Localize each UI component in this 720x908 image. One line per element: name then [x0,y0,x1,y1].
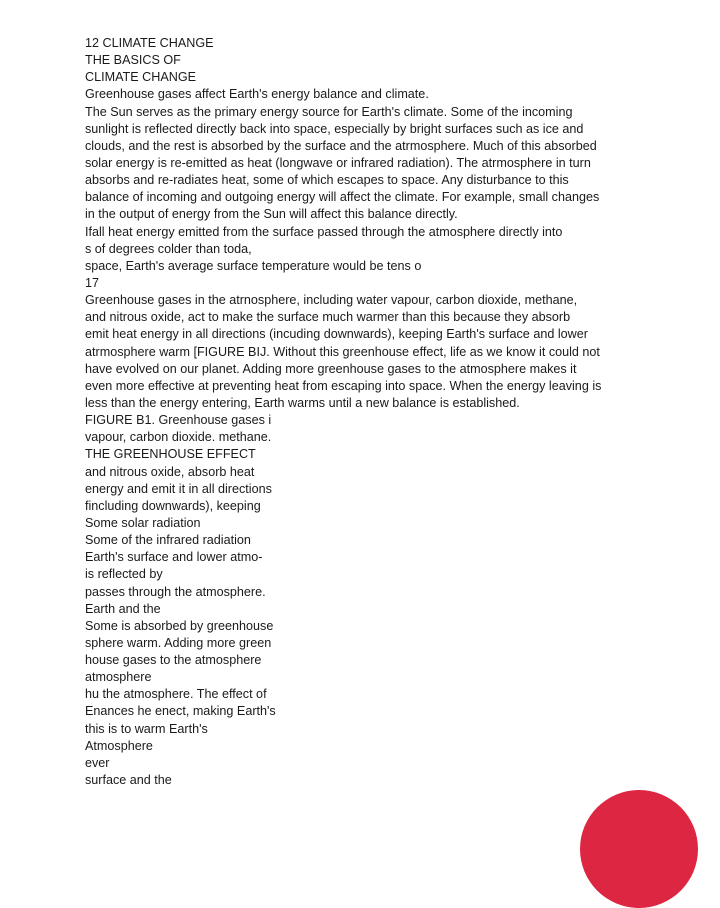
text-line: The Sun serves as the primary energy source for Earth's climate. Some of the incoming [85,104,573,119]
text-line: passes through the atmosphere. [85,584,266,599]
text-line: Greenhouse gases affect Earth's energy balance and climate. [85,87,429,102]
text-line: FIGURE B1. Greenhouse gases i [85,413,272,428]
text-line: fincluding downwards), keeping [85,498,261,513]
text-line: house gases to the atmosphere [85,653,262,668]
text-line: less than the energy entering, Earth warms until a new balance is established. [85,395,520,410]
text-line: Some is absorbed by greenhouse [85,618,274,633]
text-line: this is to warm Earth's [85,721,208,736]
text-line: emit heat energy in all directions (incuding downwards), keeping Earth's surface and lower [85,327,588,342]
text-line: solar energy is re-emitted as heat (longwave or infrared radiation). The atrmosphere in turn [85,155,591,170]
text-line: Ifall heat energy emitted from the surface passed through the atmosphere directly into [85,224,563,239]
text-line: space, Earth's average surface temperature would be tens o [85,258,422,273]
text-line: 17 [85,275,100,290]
text-line: CLIMATE CHANGE [85,70,197,85]
text-line: is reflected by [85,567,163,582]
text-line: and nitrous oxide, absorb heat [85,464,255,479]
text-line: Earth's surface and lower atmo- [85,550,263,565]
text-line: balance of incoming and outgoing energy will affect the climate. For example, small changes [85,190,600,205]
text-line: even more effective at preventing heat from escaping into space. When the energy leaving is [85,378,602,393]
text-line: vapour, carbon dioxide. methane. [85,430,272,445]
text-line: Earth and the [85,601,161,616]
text-line: surface and the [85,773,172,788]
text-line: energy and emit it in all directions [85,481,272,496]
text-line: clouds, and the rest is absorbed by the surface and the atrmosphere. Much of this absorbed [85,138,597,153]
text-line: THE GREENHOUSE EFFECT [85,447,256,462]
text-line: hu the atmosphere. The effect of [85,687,267,702]
text-line: Some solar radiation [85,515,201,530]
text-line: atmosphere [85,670,152,685]
text-line: sphere warm. Adding more green [85,635,272,650]
text-line: Atmosphere [85,738,153,753]
text-line: 12 CLIMATE CHANGE [85,36,214,50]
text-line: have evolved on our planet. Adding more greenhouse gases to the atmosphere makes it [85,361,577,376]
text-line: Greenhouse gases in the atrnosphere, including water vapour, carbon dioxide, methane, [85,293,578,308]
text-line: sunlight is reflected directly back into space, especially by bright surfaces such as ice and [85,121,584,136]
text-line: atrmosphere warm [FIGURE BIJ. Without this greenhouse effect, life as we know it could not [85,344,600,359]
document-text [85,35,645,789]
text-line: THE BASICS OF [85,53,181,68]
text-line: s of degrees colder than toda, [85,241,252,256]
text-line: Enances he enect, making Earth's [85,704,276,719]
text-line: and nitrous oxide, act to make the surface much warmer than this because they absorb [85,310,571,325]
text-line: Some of the infrared radiation [85,533,251,548]
text-line: absorbs and re-radiates heat, some of which escapes to space. Any disturbance to this [85,173,569,188]
text-line: ever [85,755,110,770]
text-line: in the output of energy from the Sun will affect this balance directly. [85,207,458,222]
